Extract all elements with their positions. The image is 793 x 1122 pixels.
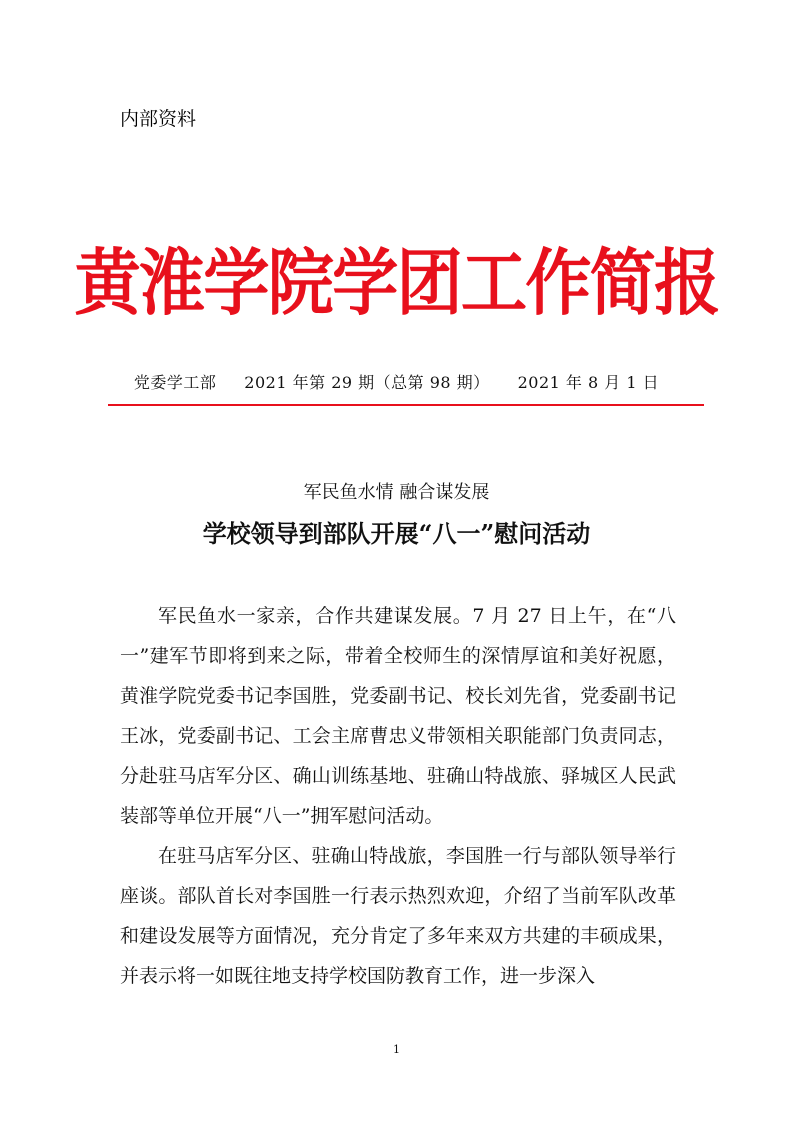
issue-line: 党委学工部 2021 年第 29 期（总第 98 期） 2021 年 8 月 1 日 — [133, 373, 660, 392]
paragraph: 军民鱼水一家亲，合作共建谋发展。7 月 27 日上午，在“八一”建军节即将到来之际，带着全校师生的深情厚谊和美好祝愿，黄淮学院党委书记李国胜，党委副书记、校长刘先省，党委副书记王冰，党委副书记、工会主席曹忠义带领相关职能部门负责同志，分赴驻马店军分区、确山训练基地、驻确山特战旅、驿城区人民武装部等单位开展“八一”拥军慰问活动。 — [120, 605, 676, 827]
masthead-title: 黄淮学院学团工作简报 — [74, 241, 719, 325]
article-title: 学校领导到部队开展“八一”慰问活动 — [202, 519, 591, 548]
page-number: 1 — [393, 1043, 400, 1056]
paragraph: 在驻马店军分区、驻确山特战旅，李国胜一行与部队领导举行座谈。部队首长对李国胜一行表示热烈欢迎，介绍了当前军队改革和建设发展等方面情况，充分肯定了多年来双方共建的丰硕成果，并表示将一如既往地支持学校国防教育工作，进一步深入 — [120, 845, 676, 987]
red-divider — [108, 404, 704, 406]
article-subtitle: 军民鱼水情 融合谋发展 — [303, 482, 490, 503]
article-body — [120, 596, 676, 996]
internal-label: 内部资料 — [120, 108, 197, 130]
